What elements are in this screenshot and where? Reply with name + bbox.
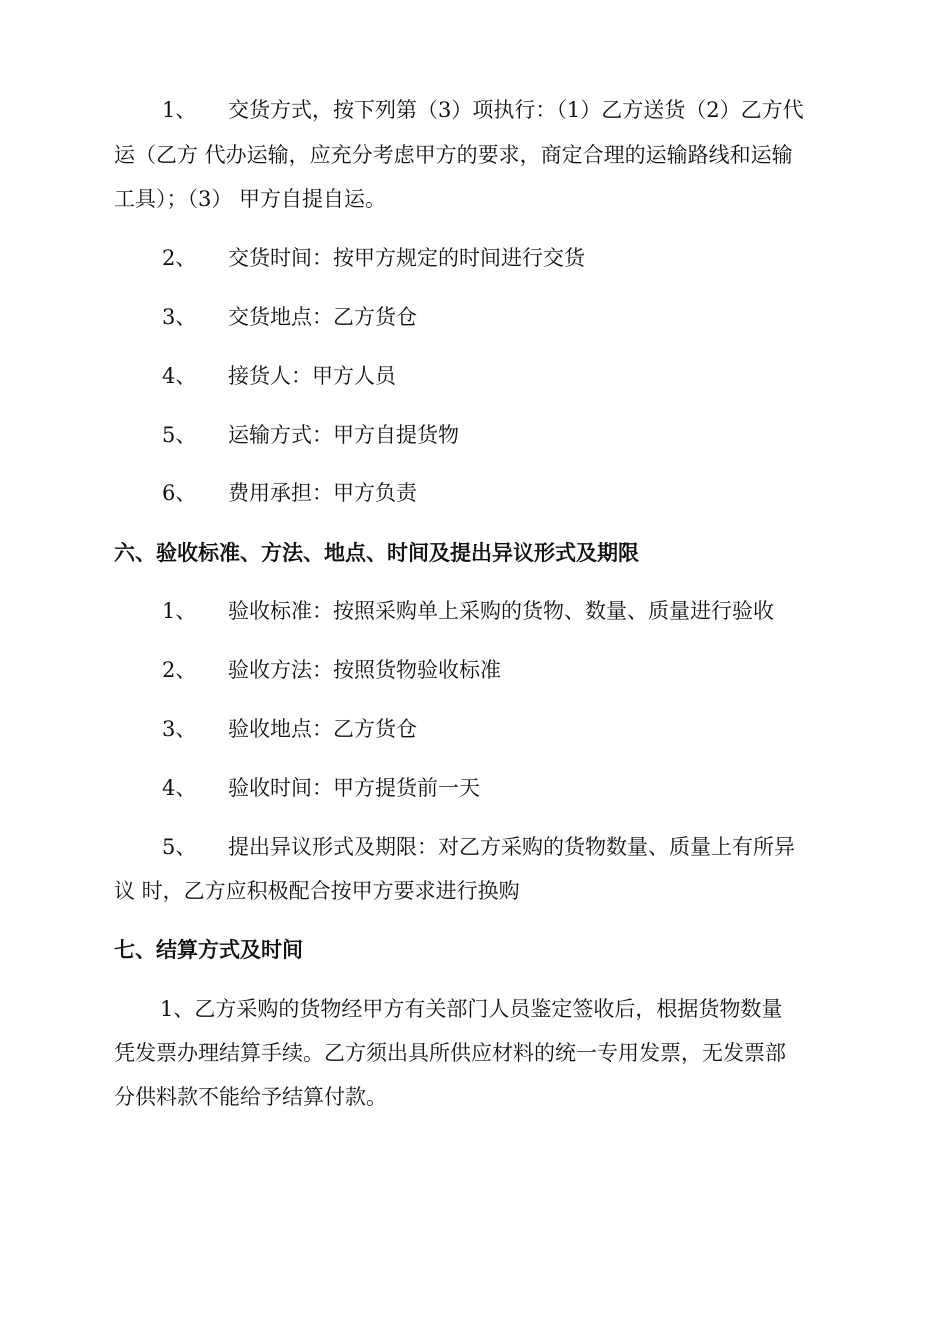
item-number: 4、 bbox=[162, 364, 197, 388]
item-text-continued: 运（乙方 代办运输，应充分考虑甲方的要求，商定合理的运输路线和运输 bbox=[114, 143, 793, 167]
item-text: 费用承担：甲方负责 bbox=[228, 481, 417, 505]
item-text: 接货人：甲方人员 bbox=[228, 364, 396, 388]
item-text: 验收标准：按照采购单上采购的货物、数量、质量进行验收 bbox=[228, 599, 774, 623]
item-text: 交货时间：按甲方规定的时间进行交货 bbox=[228, 246, 585, 270]
section-heading: 七、结算方式及时间 bbox=[114, 937, 303, 962]
paragraph-line: 凭发票办理结算手续。乙方须出具所供应材料的统一专用发票，无发票部 bbox=[114, 1041, 786, 1065]
item-text: 交货地点：乙方货仓 bbox=[228, 305, 417, 329]
paragraph-line: 1、乙方采购的货物经甲方有关部门人员鉴定签收后，根据货物数量 bbox=[160, 997, 783, 1021]
item-number: 5、 bbox=[162, 835, 197, 859]
item-text: 验收地点：乙方货仓 bbox=[228, 717, 417, 741]
item-number: 4、 bbox=[162, 776, 197, 800]
item-text: 验收时间：甲方提货前一天 bbox=[228, 776, 480, 800]
item-text: 提出异议形式及期限：对乙方采购的货物数量、质量上有所异 bbox=[228, 835, 795, 859]
item-text-continued: 工具）；（3） 甲方自提自运。 bbox=[114, 187, 387, 211]
item-text: 交货方式，按下列第（3）项执行：（1）乙方送货（2）乙方代 bbox=[228, 98, 804, 122]
item-number: 2、 bbox=[162, 246, 197, 270]
paragraph-line: 分供料款不能给予结算付款。 bbox=[114, 1085, 387, 1109]
item-text: 验收方法：按照货物验收标准 bbox=[228, 658, 501, 682]
section-heading: 六、验收标准、方法、地点、时间及提出异议形式及期限 bbox=[114, 540, 639, 565]
item-text: 运输方式：甲方自提货物 bbox=[228, 423, 459, 447]
item-number: 3、 bbox=[162, 717, 197, 741]
item-number: 6、 bbox=[162, 481, 197, 505]
item-number: 3、 bbox=[162, 305, 197, 329]
item-text-continued: 议 时，乙方应积极配合按甲方要求进行换购 bbox=[114, 879, 520, 903]
item-number: 2、 bbox=[162, 658, 197, 682]
item-number: 5、 bbox=[162, 423, 197, 447]
item-number: 1、 bbox=[162, 599, 197, 623]
item-number: 1、 bbox=[162, 98, 197, 122]
